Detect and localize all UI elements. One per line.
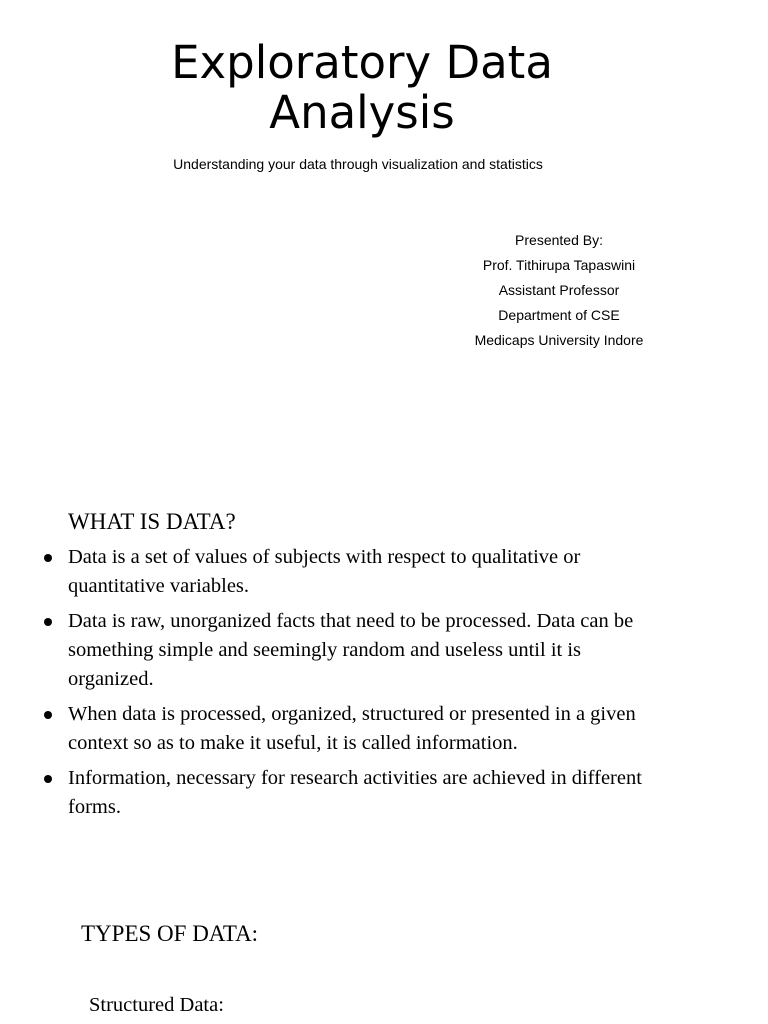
presenter-block — [450, 228, 668, 353]
list-item — [0, 607, 668, 694]
bullet-icon — [44, 554, 52, 562]
list-item — [0, 700, 668, 758]
list-item — [0, 764, 668, 822]
document-subtitle: Understanding your data through visualization and statistics — [173, 156, 543, 172]
bullet-icon — [44, 618, 52, 626]
presenter-name: Prof. Tithirupa Tapaswini — [482, 257, 636, 273]
bullet-text: Data is a set of values of subjects with respect to qualitative or quantitative variables. — [68, 546, 581, 597]
presenter-role: Assistant Professor — [498, 282, 620, 298]
bullet-text: Data is raw, unorganized facts that need to be processed. Data can be something simple and seemingly random and useless until it is organized. — [68, 610, 634, 690]
list-item — [0, 543, 668, 601]
bullet-icon — [44, 775, 52, 783]
section-heading-types-of-data: TYPES OF DATA: — [81, 921, 259, 946]
title-line-2: Analysis — [269, 86, 455, 139]
bullet-text: Information, necessary for research activities are achieved in different forms. — [68, 767, 642, 818]
subheading-structured-data: Structured Data: — [89, 994, 224, 1016]
bullet-text: When data is processed, organized, structured or presented in a given context so as to make it useful, it is called information. — [68, 703, 636, 754]
presenter-institution: Medicaps University Indore — [474, 332, 644, 348]
document-title — [0, 38, 724, 138]
presenter-label: Presented By: — [515, 232, 603, 248]
what-is-data-bullet-list — [0, 543, 700, 828]
title-line-1: Exploratory Data — [171, 36, 553, 89]
presenter-department: Department of CSE — [498, 307, 620, 323]
section-heading-what-is-data: WHAT IS DATA? — [68, 509, 236, 534]
bullet-icon — [44, 711, 52, 719]
